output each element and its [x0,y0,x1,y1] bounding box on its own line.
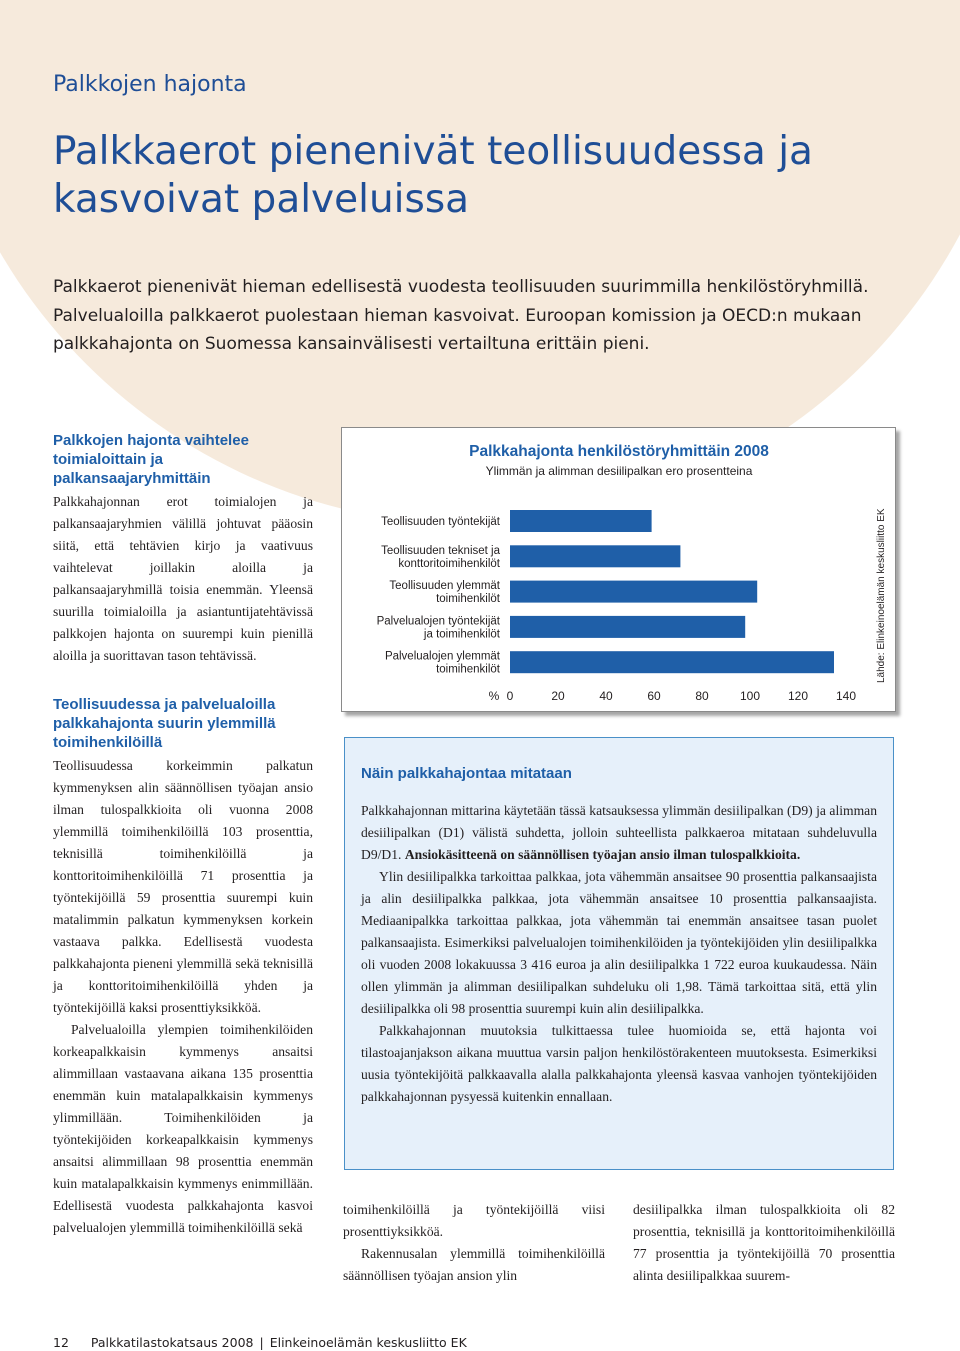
chart-x-tick-label: 100 [739,689,761,703]
chart-source: Lähde: Elinkeinoelämän keskusliitto EK [876,508,887,683]
chart-bar [510,581,757,603]
chart-category-labels [377,516,501,676]
section2-heading: Teollisuudessa ja palvelualoilla palkkahajonta suurin ylemmillä toimihenkilöillä [53,696,276,751]
chart-x-label: % [488,689,500,703]
section1-body: Palkkahajonnan erot toimialojen ja palkansaajaryhmien välillä johtuvat pääosin siitä, että tehtävien kirjo ja vaativuus vaihtelevat joillakin aloilla ja palkansaajaryhmillä toisia enemmän. Yleensä suurilla toimialoilla ja asiantuntijatehtävissä palkkojen hajonta on suurempi kuin pienillä aloilla ja suorittavan tason tehtävissä. [53,494,313,663]
left-column-top [53,431,313,667]
chart-bar [510,545,680,567]
chart-x-tick-label: 40 [599,689,613,703]
chart-x-tick-label: 20 [551,689,565,703]
chart-category-label: Teollisuuden ylemmät [389,580,500,593]
section2-body-2: Palvelualoilla ylempien toimihenkilöiden korkeapalkkaisin kymmenys ansaitsi alimmillaan vastaavana aikana 135 prosenttia enemmän kuin matalapalkkaisin kymmenys ylimmillään. Toimihenkilöiden ja työntekijöiden korkeapalkkaisin kymmenys ansaitsi alimmillaan 98 prosenttia enemmän kuin matalapalkkaisin kymmenys enimmillään. Edellisestä vuodesta palkkahajonta kasvoi palvelualojen ylemmillä toimihenkilöillä sekä [53,1022,313,1235]
chart-category-label: ja toimihenkilöt [423,628,500,641]
chart-x-tick-label: 80 [695,689,709,703]
info-box-heading: Näin palkkahajontaa mitataan [361,765,572,782]
info-box-p3: Palkkahajonnan muutoksia tulkittaessa tulee huomioida se, että hajonta voi tilastoajanjakson aikana muuttua varsin paljon henkilöstörakenteen muutoksesta. Esimerkiksi uusia työntekijöitä palkkaavalla alalla palkkahajonta yleensä kasvaa vanhojen työntekijöiden palkkahajonnan pysyessä kuitenkin ennallaan. [361,1023,877,1104]
page-footer [53,1335,467,1350]
info-box-p1-bold: Ansiokäsitteenä on säännöllisen työajan ansio ilman tulospalkkioita. [404,847,801,862]
bottom-middle-p1: toimihenkilöillä ja työntekijöillä viisi prosenttiyksikköä. [343,1202,605,1239]
lead-paragraph: Palkkaerot pienenivät hieman edellisestä vuodesta teollisuuden suurimmilla henkilöstöryhmillä. Palvelualoilla palkkaerot puolestaan hieman kasvoivat. Euroopan komission ja OECD:n mukaan palkkahajonta on Suomessa kansainvälisesti vertailtuna erittäin pieni. [53,277,869,354]
chart-category-label: Palvelualojen työntekijät [376,615,500,628]
footer-publication: Palkkatilastokatsaus 2008 [90,1335,254,1350]
bar-chart [342,428,895,711]
chart-x-tick-label: 60 [647,689,661,703]
footer-separator: | [259,1335,264,1350]
chart-bar [510,510,652,532]
info-box [344,737,894,1170]
section-label: Palkkojen hajonta [53,72,247,97]
info-box-p2: Ylin desiilipalkka tarkoittaa palkkaa, jota vähemmän ansaitsee 90 prosenttia palkansaajista ja alin desiilipalkka palkkaa, jota vähemmän ansaitsee 10 prosenttia palkansaajista. Mediaanipalkka tarkoittaa palkkaa, jota vähemmän tai enemmän ansaitsee tasan puolet palkansaajista. Esimerkiksi palvelualojen toimihenkilöiden ja työntekijöiden ylin desiilipalkka oli vuoden 2008 lokakuussa 3 416 euroa ja alin desiilipalkka 1 722 euroa kuukaudessa. Näin ollen ylimmän ja alimman desiilipalkan suhdeluku oli 1,98. Tämä tarkoittaa sitä, että ylin desiilipalkka oli 98 prosenttia suurempi kuin alin desiilipalkka. [361,869,877,1016]
chart-category-label: toimihenkilöt [436,663,500,676]
info-box-p1-text: Palkkahajonnan mittarina käytetään tässä katsauksessa ylimmän desiilipalkan (D9) ja alimman desiilipalkan (D1) välistä suhdetta, jolloin suhteellista palkkaeroa mitataan suhdeluvulla D9/D1. [361,803,877,862]
left-column-bottom [53,695,313,1239]
chart-bar [510,651,834,673]
chart-category-label: Palvelualojen ylemmät [384,650,500,663]
info-box-p1 [361,800,877,866]
bottom-middle-column [343,1199,605,1287]
chart-category-label: Teollisuuden tekniset ja [381,544,500,557]
bottom-middle-p2: Rakennusalan ylemmillä toimihenkilöillä säännöllisen työajan ansion ylin [343,1246,605,1283]
footer-publisher: Elinkeinoelämän keskusliitto EK [269,1335,467,1350]
chart-title: Palkkahajonta henkilöstöryhmittäin 2008 [469,443,769,460]
chart-x-tick-label: 0 [506,689,514,703]
chart-x-tick-label: 140 [835,689,857,703]
chart-bars [510,510,834,673]
chart-subtitle: Ylimmän ja alimman desiilipalkan ero prosentteina [485,464,753,478]
chart-category-label: toimihenkilöt [436,593,500,606]
bottom-right-column [633,1199,895,1287]
section2-body-1: Teollisuudessa korkeimmin palkatun kymmenyksen alin säännöllisen työajan ansio ilman tulospalkkioita oli vuonna 2008 ylemmillä toimihenkilöillä 103 prosenttia, teknisillä toimihenkilöillä ja konttoritoimihenkilöillä 71 prosenttia ja työntekijöillä 59 prosenttia suurempi kuin matalimmin palkatun kymmenyksen korkein vastaava palkka. Edellisestä vuodesta palkkahajonta pieneni ylemmillä sekä teknisillä ja konttoritoimihenkilöillä yhden ja työntekijöillä kaksi prosenttiyksikköä. [53,758,313,1015]
page-number: 12 [53,1335,69,1350]
chart-panel [341,427,896,712]
bottom-right-p1: desiilipalkka ilman tulospalkkioita oli 82 prosenttia, teknisillä ja konttoritoimihenkilöillä 77 prosenttia ja työntekijöillä 70 prosenttia alinta desiilipalkkaa suurem- [633,1202,895,1283]
chart-x-tick-label: 120 [787,689,809,703]
chart-category-label: konttoritoimihenkilöt [398,557,500,570]
section1-heading: Palkkojen hajonta vaihtelee toimialoittain ja palkansaajaryhmittäin [53,432,249,487]
chart-bar [510,616,745,638]
chart-x-ticks [507,689,857,703]
page-headline: Palkkaerot pienenivät teollisuudessa ja kasvoivat palveluissa [53,129,813,222]
chart-category-label: Teollisuuden työntekijät [381,516,500,528]
